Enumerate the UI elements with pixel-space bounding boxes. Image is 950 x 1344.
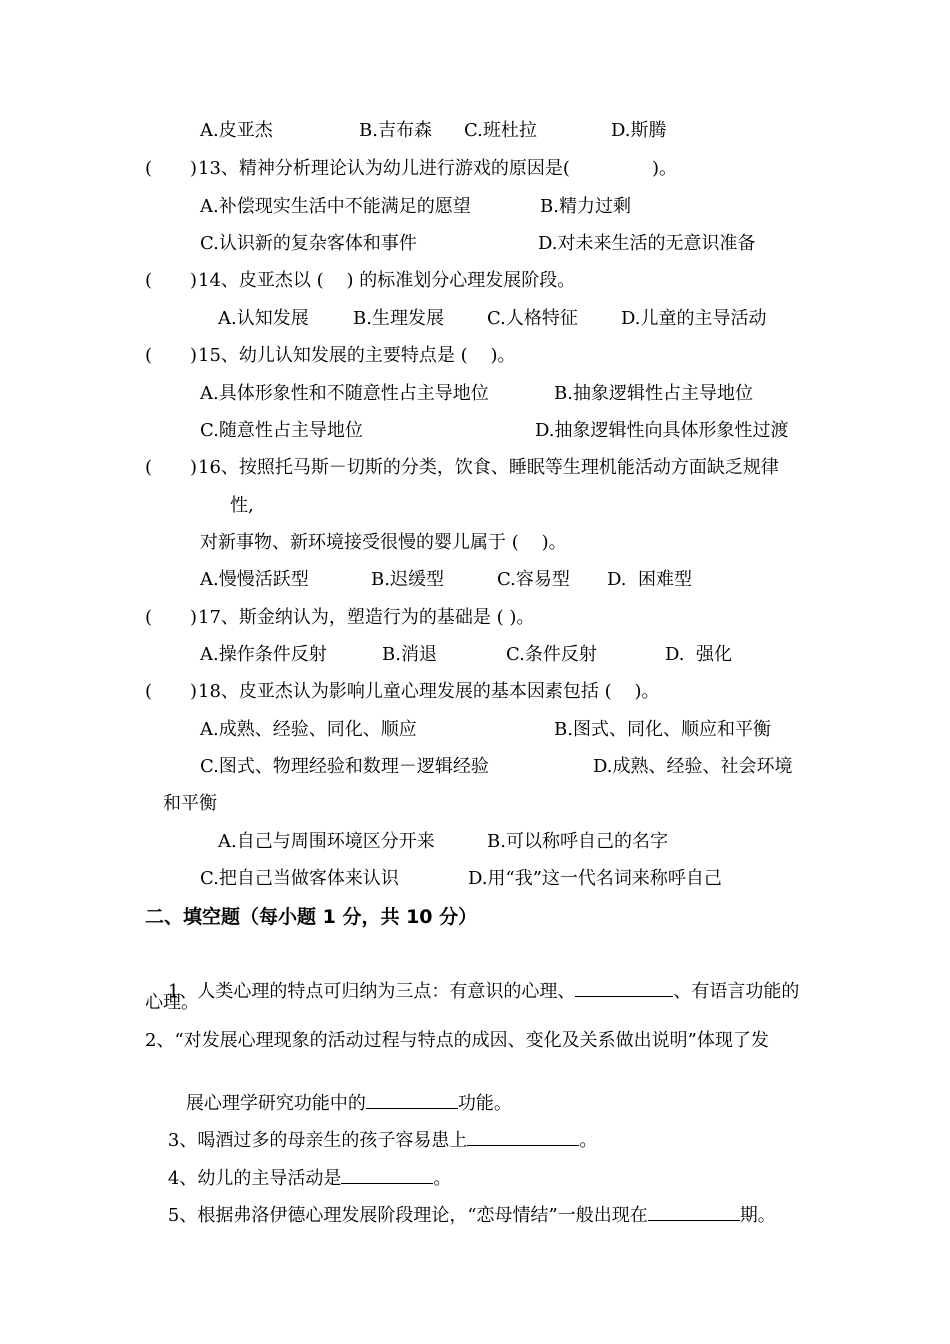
fill-item-5 bbox=[145, 1178, 776, 1252]
q17-answer-paren-close: ) bbox=[190, 607, 198, 628]
q16-option-d: D. 困难型 bbox=[607, 569, 692, 590]
q18-option-d-wrap: 和平衡 bbox=[163, 793, 217, 814]
fill-item-1-wrap: 心理。 bbox=[145, 992, 199, 1013]
q17-answer-paren-open: ( bbox=[145, 607, 153, 628]
q18-option-a: A.成熟、经验、同化、顺应 bbox=[200, 719, 417, 740]
q16-question-text: 16、按照托马斯－切斯的分类，饮食、睡眠等生理机能活动方面缺乏规律 bbox=[198, 457, 779, 478]
q15-answer-paren-close: ) bbox=[190, 345, 198, 366]
q16-option-b: B.迟缓型 bbox=[371, 569, 444, 590]
fill-item-2-wrap-pre: 展心理学研究功能中的 bbox=[185, 1093, 366, 1114]
q18-option-c: C.图式、物理经验和数理－逻辑经验 bbox=[200, 756, 489, 777]
q14-answer-paren-close: ) bbox=[190, 270, 198, 291]
q16-question-text-line2: 对新事物、新环境接受很慢的婴儿属于 ( )。 bbox=[200, 532, 567, 553]
fill-item-5-blank[interactable] bbox=[648, 1202, 740, 1221]
q12-option-a: A.皮亚杰 bbox=[200, 120, 273, 141]
q13-answer-paren-close: ) bbox=[190, 158, 198, 179]
q15-option-b: B.抽象逻辑性占主导地位 bbox=[554, 383, 753, 404]
q18-option-b: B.图式、同化、顺应和平衡 bbox=[554, 719, 771, 740]
q13-question-text: 13、精神分析理论认为幼儿进行游戏的原因是( bbox=[198, 158, 570, 179]
section-2-heading: 二、填空题（每小题 1 分，共 10 分） bbox=[145, 906, 478, 928]
fill-item-5-pre: 5、根据弗洛伊德心理发展阶段理论，“恋母情结”一般出现在 bbox=[167, 1205, 648, 1226]
q16-answer-paren-open: ( bbox=[145, 457, 153, 478]
q18-option-d: D.成熟、经验、社会环境 bbox=[593, 756, 793, 777]
fill-item-1 bbox=[145, 954, 799, 1028]
q14-option-a: A.认知发展 bbox=[218, 308, 309, 329]
q15-question-text: 15、幼儿认知发展的主要特点是 ( )。 bbox=[198, 345, 516, 366]
q19-option-a: A.自己与周围环境区分开来 bbox=[218, 831, 435, 852]
q17-question-text: 17、斯金纳认为，塑造行为的基础是 ( )。 bbox=[198, 607, 535, 628]
q17-option-b: B.消退 bbox=[382, 644, 437, 665]
q13-answer-paren-open: ( bbox=[145, 158, 153, 179]
fill-item-1-pre: 1、人类心理的特点可归纳为三点：有意识的心理、 bbox=[167, 981, 576, 1002]
q16-question-text-wrap: 性, bbox=[230, 495, 254, 516]
q18-answer-paren-close: ) bbox=[190, 681, 198, 702]
fill-item-5-post: 期。 bbox=[739, 1205, 776, 1226]
q13-option-d: D.对未来生活的无意识准备 bbox=[538, 233, 756, 254]
fill-item-3-pre: 3、喝酒过多的母亲生的孩子容易患上 bbox=[167, 1130, 468, 1151]
q15-option-c: C.随意性占主导地位 bbox=[200, 420, 363, 441]
q16-option-a: A.慢慢活跃型 bbox=[200, 569, 309, 590]
q15-option-a: A.具体形象性和不随意性占主导地位 bbox=[200, 383, 489, 404]
fill-item-1-post: 、有语言功能的 bbox=[673, 981, 800, 1002]
q17-option-a: A.操作条件反射 bbox=[200, 644, 327, 665]
fill-item-4-post: 。 bbox=[433, 1168, 452, 1189]
q14-answer-paren-open: ( bbox=[145, 270, 153, 291]
q17-option-c: C.条件反射 bbox=[506, 644, 597, 665]
q12-option-b: B.吉布森 bbox=[359, 120, 432, 141]
q15-option-d: D.抽象逻辑性向具体形象性过渡 bbox=[535, 420, 789, 441]
q13-question-text-end: )。 bbox=[652, 158, 678, 179]
fill-item-4-pre: 4、幼儿的主导活动是 bbox=[167, 1168, 342, 1189]
q14-question-text: 14、皮亚杰以 ( ) 的标准划分心理发展阶段。 bbox=[198, 270, 576, 291]
q14-option-d: D.儿童的主导活动 bbox=[621, 308, 767, 329]
q14-option-c: C.人格特征 bbox=[487, 308, 578, 329]
fill-item-2-wrap-post: 功能。 bbox=[457, 1093, 512, 1114]
q14-option-b: B.生理发展 bbox=[353, 308, 444, 329]
q13-option-c: C.认识新的复杂客体和事件 bbox=[200, 233, 417, 254]
q15-answer-paren-open: ( bbox=[145, 345, 153, 366]
q13-option-b: B.精力过剩 bbox=[540, 196, 631, 217]
q17-option-d: D. 强化 bbox=[665, 644, 732, 665]
q18-answer-paren-open: ( bbox=[145, 681, 153, 702]
q16-option-c: C.容易型 bbox=[497, 569, 570, 590]
q12-option-d: D.斯腾 bbox=[611, 120, 667, 141]
q19-option-d: D.用“我”这一代名词来称呼自己 bbox=[468, 868, 722, 889]
q19-option-b: B.可以称呼自己的名字 bbox=[487, 831, 668, 852]
fill-item-3-blank[interactable] bbox=[467, 1127, 579, 1146]
q18-question-text: 18、皮亚杰认为影响儿童心理发展的基本因素包括 ( )。 bbox=[198, 681, 660, 702]
q13-option-a: A.补偿现实生活中不能满足的愿望 bbox=[200, 196, 471, 217]
fill-item-1-blank[interactable] bbox=[575, 978, 673, 997]
q16-answer-paren-close: ) bbox=[190, 457, 198, 478]
fill-item-2-pre: 2、“对发展心理现象的活动过程与特点的成因、变化及关系做出说明”体现了发 bbox=[145, 1030, 769, 1051]
q12-option-c: C.班杜拉 bbox=[464, 120, 537, 141]
fill-item-3-post: 。 bbox=[579, 1130, 598, 1151]
q19-option-c: C.把自己当做客体来认识 bbox=[200, 868, 399, 889]
